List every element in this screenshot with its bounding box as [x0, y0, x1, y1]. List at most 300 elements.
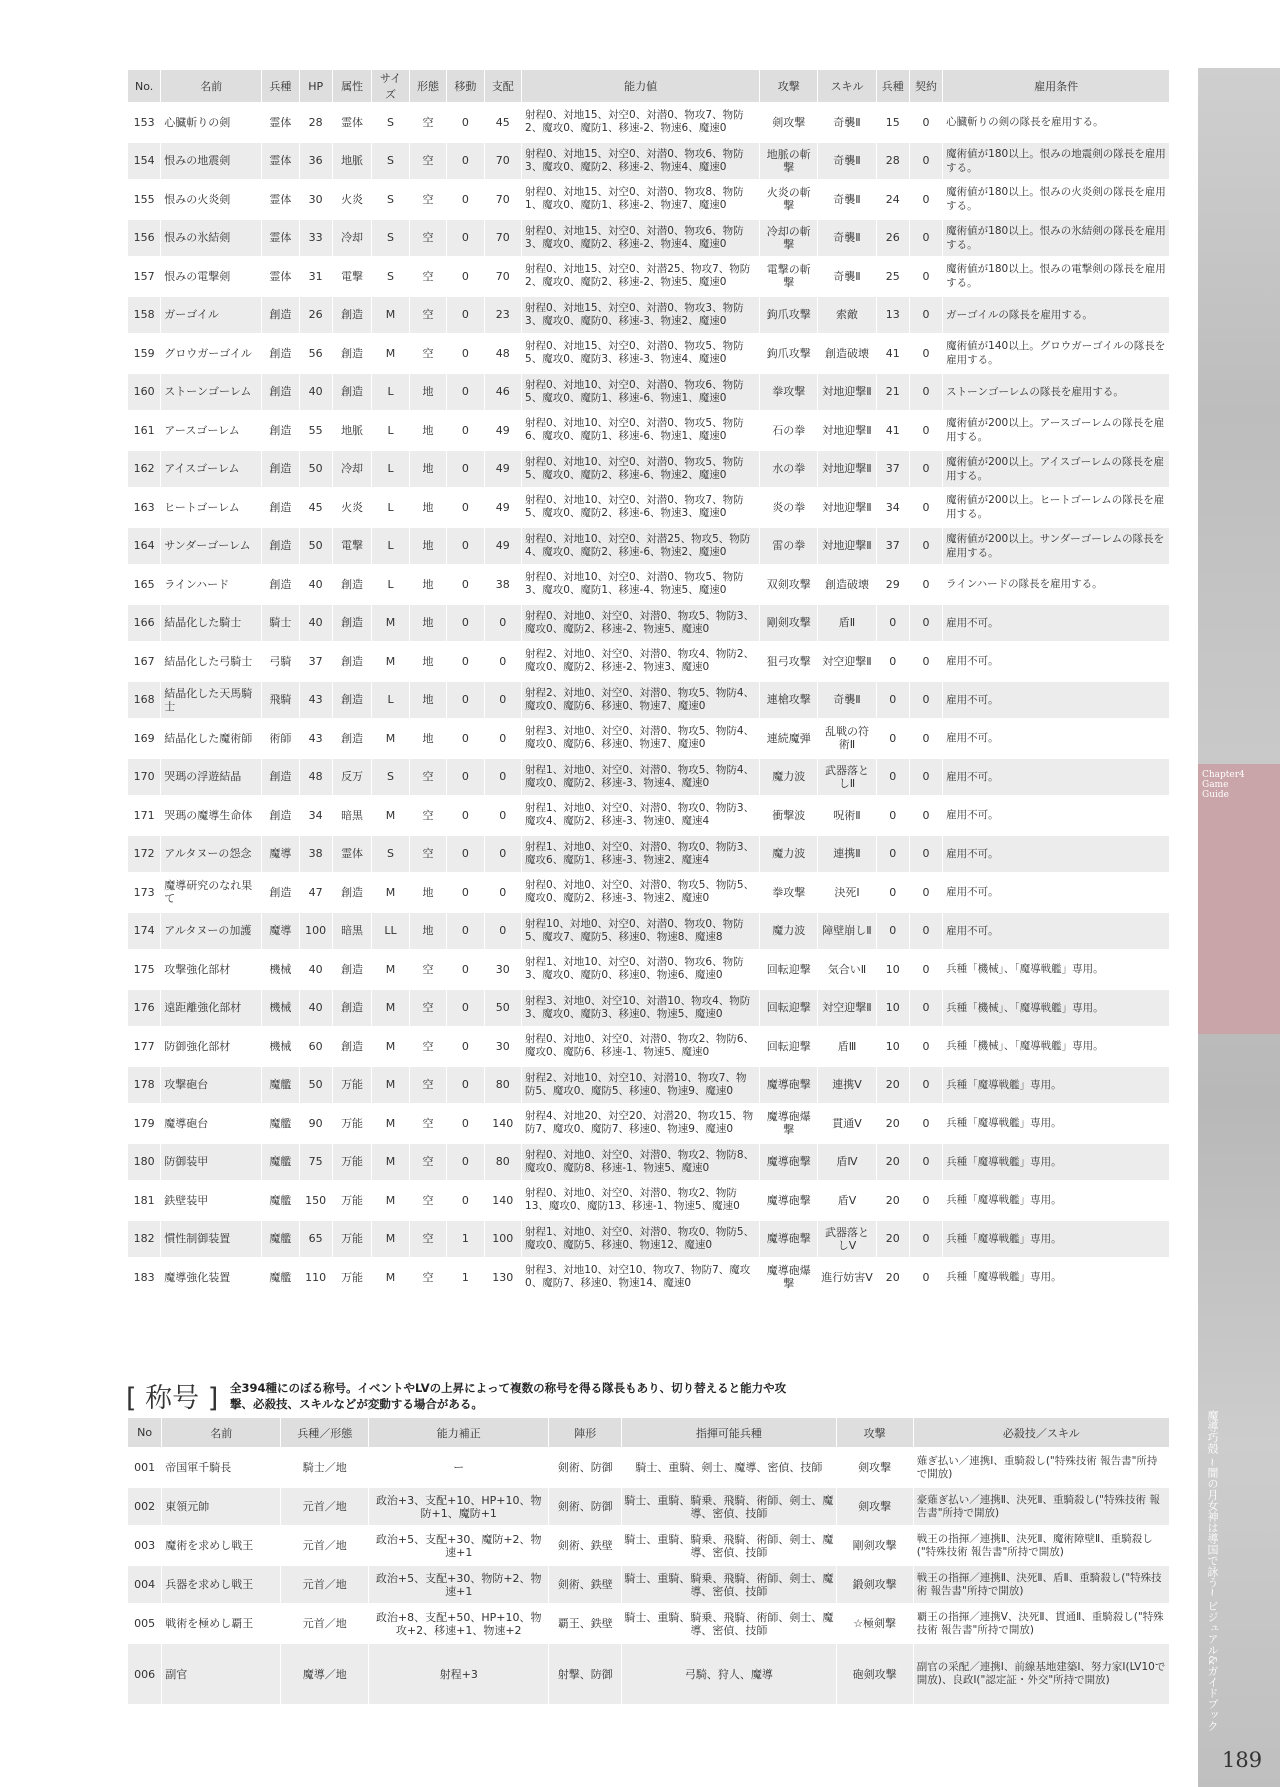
- cell-size: L: [371, 528, 408, 565]
- cell-hp: 45: [299, 489, 332, 526]
- table-row: [127, 489, 1169, 526]
- cell-attack: 鉤爪攻撃: [759, 335, 817, 372]
- table-row: [127, 1488, 1169, 1525]
- cell-contract: 0: [909, 1067, 942, 1104]
- cell-form: 空: [409, 1144, 446, 1181]
- cell-name: サンダーゴーレム: [160, 528, 261, 565]
- cell-attack: 魔導砲撃: [759, 1144, 817, 1181]
- cell-no: 161: [127, 412, 160, 449]
- cell-cond: 雇用不可。: [942, 836, 1169, 873]
- cell-troops: 37: [876, 528, 909, 565]
- cell-size: M: [371, 951, 408, 988]
- cell-size: M: [371, 643, 408, 680]
- cell-contract: 0: [909, 143, 942, 180]
- cell-form: 空: [409, 258, 446, 295]
- cell-contract: 0: [909, 1105, 942, 1142]
- cell-hp: 34: [299, 797, 332, 834]
- cell-contract: 0: [909, 566, 942, 603]
- cell-contract: 0: [909, 913, 942, 950]
- cell-name: 鉄壁装甲: [160, 1182, 261, 1219]
- cell-troops: 20: [876, 1067, 909, 1104]
- cell-attr: 万能: [332, 1182, 372, 1219]
- column-header: 能力補正: [368, 1418, 548, 1447]
- cell-form: 空: [409, 1105, 446, 1142]
- column-header: 雇用条件: [942, 70, 1169, 102]
- cell-move: 0: [446, 1182, 483, 1219]
- cell-rule: 0: [484, 913, 521, 950]
- cell-attack: 狙弓攻撃: [759, 643, 817, 680]
- cell-rule: 130: [484, 1259, 521, 1296]
- cell-size: M: [371, 1221, 408, 1258]
- cell-move: 0: [446, 412, 483, 449]
- cell-cond: 魔術値が200以上。アースゴーレムの隊長を雇用する。: [942, 412, 1169, 449]
- chapter-label: Chapter4 Game Guide: [1202, 770, 1245, 800]
- cell-size: M: [371, 1182, 408, 1219]
- cell-units: 騎士、重騎、騎乗、飛騎、術師、剣士、魔導、密偵、技師: [621, 1605, 835, 1642]
- column-header: 兵種／形態: [280, 1418, 368, 1447]
- cell-hp: 150: [299, 1182, 332, 1219]
- cell-size: L: [371, 682, 408, 719]
- cell-move: 0: [446, 990, 483, 1027]
- cell-attr: 霊体: [332, 836, 372, 873]
- cell-no: 176: [127, 990, 160, 1027]
- cell-no: 168: [127, 682, 160, 719]
- cell-bonus: 政治+5、支配+30、物防+2、物速+1: [368, 1566, 548, 1603]
- cell-no: 154: [127, 143, 160, 180]
- cell-cond: 雇用不可。: [942, 643, 1169, 680]
- cell-rule: 0: [484, 720, 521, 757]
- table-row: [127, 797, 1169, 834]
- cell-cond: 雇用不可。: [942, 682, 1169, 719]
- cell-stats: 射程0、対地10、対空0、対潜0、物攻5、物防5、魔攻0、魔防2、移速-6、物速2、魔速0: [521, 451, 759, 488]
- cell-type: 創造: [261, 374, 298, 411]
- cell-attack: ☆極剣撃: [836, 1605, 913, 1642]
- cell-hp: 55: [299, 412, 332, 449]
- cell-rule: 70: [484, 181, 521, 218]
- cell-size: M: [371, 1105, 408, 1142]
- cell-type: 創造: [261, 528, 298, 565]
- cell-move: 0: [446, 797, 483, 834]
- cell-attack: 炎の拳: [759, 489, 817, 526]
- cell-formation: 剣術、鉄壁: [548, 1527, 621, 1564]
- cell-type: 元首／地: [280, 1488, 368, 1525]
- table-row: [127, 682, 1169, 719]
- cell-move: 0: [446, 643, 483, 680]
- cell-contract: 0: [909, 1182, 942, 1219]
- cell-stats: 射程0、対地10、対空0、対潜25、物攻5、物防4、魔攻0、魔防2、移速-6、物速2、魔速0: [521, 528, 759, 565]
- cell-contract: 0: [909, 1221, 942, 1258]
- cell-contract: 0: [909, 374, 942, 411]
- cell-hp: 65: [299, 1221, 332, 1258]
- cell-size: M: [371, 990, 408, 1027]
- column-header: 名前: [160, 70, 261, 102]
- cell-type: 創造: [261, 489, 298, 526]
- cell-move: 1: [446, 1259, 483, 1296]
- cell-rule: 49: [484, 412, 521, 449]
- cell-attack: 雷の拳: [759, 528, 817, 565]
- cell-type: 創造: [261, 412, 298, 449]
- cell-size: S: [371, 220, 408, 257]
- cell-move: 0: [446, 874, 483, 911]
- cell-no: 004: [127, 1566, 161, 1603]
- cell-move: 1: [446, 1221, 483, 1258]
- cell-name: 恨みの地震剣: [160, 143, 261, 180]
- cell-form: 空: [409, 220, 446, 257]
- cell-type: 創造: [261, 566, 298, 603]
- cell-cond: 魔術値が180以上。恨みの電撃剣の隊長を雇用する。: [942, 258, 1169, 295]
- cell-attack: 魔導砲撃: [759, 1067, 817, 1104]
- cell-attr: 反万: [332, 759, 372, 796]
- cell-troops: 0: [876, 643, 909, 680]
- column-header: 兵種: [261, 70, 298, 102]
- cell-stats: 射程0、対地10、対空0、対潜0、物攻5、物防6、魔攻0、魔防1、移速-6、物速1、魔速0: [521, 412, 759, 449]
- cell-no: 164: [127, 528, 160, 565]
- cell-hp: 110: [299, 1259, 332, 1296]
- cell-name: ラインハード: [160, 566, 261, 603]
- cell-skill: 創造破壊: [817, 566, 875, 603]
- cell-hp: 48: [299, 759, 332, 796]
- cell-attr: 創造: [332, 1028, 372, 1065]
- cell-size: S: [371, 836, 408, 873]
- column-header: 指揮可能兵種: [621, 1418, 835, 1447]
- cell-type: 機械: [261, 951, 298, 988]
- cell-move: 0: [446, 951, 483, 988]
- cell-no: 182: [127, 1221, 160, 1258]
- cell-move: 0: [446, 1105, 483, 1142]
- cell-no: 166: [127, 605, 160, 642]
- cell-form: 空: [409, 1182, 446, 1219]
- cell-units: 弓騎、狩人、魔導: [621, 1644, 835, 1704]
- cell-type: 魔導: [261, 913, 298, 950]
- cell-rule: 70: [484, 258, 521, 295]
- cell-skill: 戦王の指揮／連携Ⅱ、決死Ⅱ、盾Ⅱ、重騎殺し("特殊技術 報告書"所持で開放): [913, 1566, 1169, 1603]
- column-header: 必殺技／スキル: [913, 1418, 1169, 1447]
- cell-contract: 0: [909, 605, 942, 642]
- cell-stats: 射程0、対地15、対空0、対潜25、物攻7、物防2、魔攻0、魔防2、移速-2、物速5、魔速0: [521, 258, 759, 295]
- cell-no: 183: [127, 1259, 160, 1296]
- cell-contract: 0: [909, 1144, 942, 1181]
- cell-attr: 創造: [332, 605, 372, 642]
- column-header: 契約: [909, 70, 942, 102]
- table-row: [127, 566, 1169, 603]
- cell-size: M: [371, 797, 408, 834]
- cell-attr: 地脈: [332, 412, 372, 449]
- cell-cond: 魔術値が180以上。恨みの火炎剣の隊長を雇用する。: [942, 181, 1169, 218]
- table-row: [127, 1182, 1169, 1219]
- cell-form: 地: [409, 374, 446, 411]
- column-header: 兵種: [876, 70, 909, 102]
- cell-stats: 射程0、対地15、対空0、対潜0、物攻5、物防5、魔攻0、魔防3、移速-3、物速4、魔速0: [521, 335, 759, 372]
- cell-move: 0: [446, 104, 483, 141]
- table-row: [127, 335, 1169, 372]
- chapter-tab: [1198, 764, 1280, 1034]
- cell-attack: 冷却の斬撃: [759, 220, 817, 257]
- cell-cond: 魔術値が180以上。恨みの氷結剣の隊長を雇用する。: [942, 220, 1169, 257]
- cell-type: 霊体: [261, 181, 298, 218]
- cell-units: 騎士、重騎、剣士、魔導、密偵、技師: [621, 1449, 835, 1486]
- cell-attack: 火炎の斬撃: [759, 181, 817, 218]
- cell-form: 空: [409, 1028, 446, 1065]
- cell-rule: 70: [484, 220, 521, 257]
- cell-skill: 豪薙ぎ払い／連携Ⅱ、決死Ⅱ、重騎殺し("特殊技術 報告書"所持で開放): [913, 1488, 1169, 1525]
- table-row: [127, 643, 1169, 680]
- cell-stats: 射程0、対地0、対空0、対潜0、物攻2、物防6、魔攻0、魔防6、移速-1、物速5、魔速0: [521, 1028, 759, 1065]
- cell-skill: 奇襲Ⅱ: [817, 220, 875, 257]
- table-row: [127, 220, 1169, 257]
- cell-name: 戦術を極めし覇王: [161, 1605, 280, 1642]
- cell-no: 158: [127, 297, 160, 334]
- cell-name: アルタヌーの加護: [160, 913, 261, 950]
- cell-type: 騎士: [261, 605, 298, 642]
- cell-type: 騎士／地: [280, 1449, 368, 1486]
- titles-section-heading: [126, 1376, 1170, 1416]
- cell-skill: 対空迎撃Ⅱ: [817, 643, 875, 680]
- cell-skill: 連携Ⅴ: [817, 1067, 875, 1104]
- cell-cond: 雇用不可。: [942, 874, 1169, 911]
- cell-cond: 雇用不可。: [942, 797, 1169, 834]
- cell-move: 0: [446, 374, 483, 411]
- cell-attr: 創造: [332, 566, 372, 603]
- cell-move: 0: [446, 143, 483, 180]
- cell-cond: ラインハードの隊長を雇用する。: [942, 566, 1169, 603]
- cell-no: 177: [127, 1028, 160, 1065]
- cell-troops: 0: [876, 836, 909, 873]
- cell-attack: 剣攻撃: [836, 1488, 913, 1525]
- cell-troops: 0: [876, 682, 909, 719]
- cell-no: 169: [127, 720, 160, 757]
- cell-hp: 31: [299, 258, 332, 295]
- cell-type: 創造: [261, 451, 298, 488]
- cell-hp: 30: [299, 181, 332, 218]
- table-row: [127, 1566, 1169, 1603]
- cell-form: 空: [409, 1067, 446, 1104]
- table-row: [127, 720, 1169, 757]
- cell-attr: 地脈: [332, 143, 372, 180]
- table-row: [127, 1067, 1169, 1104]
- cell-contract: 0: [909, 643, 942, 680]
- cell-hp: 47: [299, 874, 332, 911]
- cell-name: アルタヌーの怨念: [160, 836, 261, 873]
- cell-size: S: [371, 143, 408, 180]
- cell-type: 創造: [261, 297, 298, 334]
- cell-skill: 奇襲Ⅱ: [817, 258, 875, 295]
- cell-skill: 障壁崩しⅡ: [817, 913, 875, 950]
- cell-contract: 0: [909, 220, 942, 257]
- cell-cond: ガーゴイルの隊長を雇用する。: [942, 297, 1169, 334]
- column-header: HP: [299, 70, 332, 102]
- cell-contract: 0: [909, 258, 942, 295]
- cell-no: 172: [127, 836, 160, 873]
- column-header: 形態: [409, 70, 446, 102]
- cell-contract: 0: [909, 104, 942, 141]
- cell-skill: 対地迎撃Ⅱ: [817, 528, 875, 565]
- cell-form: 地: [409, 874, 446, 911]
- table-row: [127, 605, 1169, 642]
- cell-bonus: 政治+3、支配+10、HP+10、物防+1、魔防+1: [368, 1488, 548, 1525]
- book-title-vertical: 魔導巧殻 ~闇の月女神は導国で詠う~ ビジュアル&ガイドブック: [1206, 1410, 1219, 1732]
- cell-hp: 43: [299, 682, 332, 719]
- cell-skill: 武器落としⅤ: [817, 1221, 875, 1258]
- cell-type: 魔艦: [261, 1144, 298, 1181]
- cell-attack: 魔導砲撃: [759, 1182, 817, 1219]
- cell-troops: 15: [876, 104, 909, 141]
- cell-form: 空: [409, 1221, 446, 1258]
- cell-attr: 万能: [332, 1105, 372, 1142]
- cell-move: 0: [446, 566, 483, 603]
- cell-form: 空: [409, 104, 446, 141]
- cell-troops: 0: [876, 720, 909, 757]
- cell-move: 0: [446, 335, 483, 372]
- cell-name: 帝国軍千騎長: [161, 1449, 280, 1486]
- cell-stats: 射程0、対地10、対空0、対潜0、物攻6、物防5、魔攻0、魔防1、移速-6、物速1、魔速0: [521, 374, 759, 411]
- cell-size: LL: [371, 913, 408, 950]
- cell-rule: 48: [484, 335, 521, 372]
- cell-hp: 38: [299, 836, 332, 873]
- table-row: [127, 104, 1169, 141]
- cell-move: 0: [446, 1067, 483, 1104]
- cell-attr: 創造: [332, 874, 372, 911]
- cell-attack: 剛剣攻撃: [759, 605, 817, 642]
- cell-contract: 0: [909, 297, 942, 334]
- cell-attack: 拳攻撃: [759, 874, 817, 911]
- cell-hp: 26: [299, 297, 332, 334]
- column-header: 移動: [446, 70, 483, 102]
- cell-cond: 兵種「機械」、「魔導戦艦」専用。: [942, 1028, 1169, 1065]
- cell-size: S: [371, 759, 408, 796]
- cell-attack: 衝撃波: [759, 797, 817, 834]
- cell-attack: 電撃の斬撃: [759, 258, 817, 295]
- section-description: 全394種にのぼる称号。イベントやLVの上昇によって複数の称号を得る隊長もあり、切り替えると能力や攻撃、必殺技、スキルなどが変動する場合がある。: [230, 1381, 787, 1411]
- cell-troops: 20: [876, 1182, 909, 1219]
- cell-attack: 拳攻撃: [759, 374, 817, 411]
- cell-form: 空: [409, 836, 446, 873]
- cell-hp: 40: [299, 566, 332, 603]
- cell-attack: 連槍攻撃: [759, 682, 817, 719]
- cell-name: ストーンゴーレム: [160, 374, 261, 411]
- cell-form: 地: [409, 412, 446, 449]
- titles-header-row: [127, 1418, 1169, 1447]
- cell-cond: 魔術値が200以上。アイスゴーレムの隊長を雇用する。: [942, 451, 1169, 488]
- cell-hp: 40: [299, 951, 332, 988]
- cell-stats: 射程4、対地20、対空20、対潜20、物攻15、物防7、魔攻0、魔防7、移速0、物速9、魔速0: [521, 1105, 759, 1142]
- cell-type: 飛騎: [261, 682, 298, 719]
- cell-cond: 兵種「魔導戦艦」専用。: [942, 1144, 1169, 1181]
- cell-hp: 50: [299, 528, 332, 565]
- cell-attr: 電撃: [332, 258, 372, 295]
- cell-formation: 剣術、防御: [548, 1488, 621, 1525]
- cell-cond: 兵種「魔導戦艦」専用。: [942, 1182, 1169, 1219]
- table-row: [127, 1259, 1169, 1296]
- table-row: [127, 1449, 1169, 1486]
- cell-cond: 雇用不可。: [942, 759, 1169, 796]
- cell-skill: 覇王の指揮／連携Ⅴ、決死Ⅱ、貫通Ⅱ、重騎殺し("特殊技術 報告書"所持で開放): [913, 1605, 1169, 1642]
- cell-attr: 霊体: [332, 104, 372, 141]
- cell-attack: 魔導砲爆撃: [759, 1259, 817, 1296]
- table-row: [127, 1644, 1169, 1704]
- cell-hp: 60: [299, 1028, 332, 1065]
- cell-form: 空: [409, 297, 446, 334]
- cell-name: 結晶化した魔術師: [160, 720, 261, 757]
- cell-skill: 創造破壊: [817, 335, 875, 372]
- cell-size: M: [371, 1067, 408, 1104]
- cell-attr: 創造: [332, 335, 372, 372]
- cell-attack: 魔導砲撃: [759, 1221, 817, 1258]
- cell-form: 空: [409, 990, 446, 1027]
- cell-type: 魔艦: [261, 1067, 298, 1104]
- cell-stats: 射程2、対地0、対空0、対潜0、物攻5、物防4、魔攻0、魔防6、移速0、物速7、魔速0: [521, 682, 759, 719]
- cell-stats: 射程2、対地10、対空10、対潜10、物攻7、物防5、魔攻0、魔防5、移速0、物速9、魔速0: [521, 1067, 759, 1104]
- table-row: [127, 951, 1169, 988]
- cell-rule: 23: [484, 297, 521, 334]
- table-row: [127, 1527, 1169, 1564]
- cell-cond: ストーンゴーレムの隊長を雇用する。: [942, 374, 1169, 411]
- cell-no: 173: [127, 874, 160, 911]
- cell-cond: 兵種「魔導戦艦」専用。: [942, 1105, 1169, 1142]
- cell-move: 0: [446, 682, 483, 719]
- cell-skill: 対地迎撃Ⅱ: [817, 412, 875, 449]
- cell-move: 0: [446, 720, 483, 757]
- cell-attr: 暗黒: [332, 797, 372, 834]
- cell-size: S: [371, 181, 408, 218]
- cell-size: M: [371, 335, 408, 372]
- cell-size: L: [371, 374, 408, 411]
- cell-skill: 奇襲Ⅱ: [817, 104, 875, 141]
- cell-name: 慣性制御装置: [160, 1221, 261, 1258]
- cell-bonus: 射程+3: [368, 1644, 548, 1704]
- cell-stats: 射程3、対地0、対空10、対潜10、物攻4、物防3、魔攻0、魔防3、移速0、物速5、魔速0: [521, 990, 759, 1027]
- cell-stats: 射程3、対地10、対空10、物攻7、物防7、魔攻0、魔防7、移速0、物速14、魔速0: [521, 1259, 759, 1296]
- cell-name: 遠距離強化部材: [160, 990, 261, 1027]
- cell-stats: 射程1、対地10、対空0、対潜0、物攻6、物防3、魔攻0、魔防0、移速0、物速6、魔速0: [521, 951, 759, 988]
- cell-hp: 100: [299, 913, 332, 950]
- cell-contract: 0: [909, 181, 942, 218]
- cell-contract: 0: [909, 682, 942, 719]
- cell-skill: 盾Ⅲ: [817, 1028, 875, 1065]
- cell-attack: 石の拳: [759, 412, 817, 449]
- cell-no: 175: [127, 951, 160, 988]
- cell-skill: 乱戦の符術Ⅱ: [817, 720, 875, 757]
- cell-name: 哭瑪の浮遊結晶: [160, 759, 261, 796]
- cell-hp: 40: [299, 990, 332, 1027]
- cell-name: ガーゴイル: [160, 297, 261, 334]
- table-row: [127, 1105, 1169, 1142]
- cell-rule: 0: [484, 836, 521, 873]
- cell-type: 魔艦: [261, 1221, 298, 1258]
- cell-form: 地: [409, 528, 446, 565]
- cell-size: L: [371, 451, 408, 488]
- cell-attr: 万能: [332, 1144, 372, 1181]
- cell-name: アイスゴーレム: [160, 451, 261, 488]
- cell-attr: 冷却: [332, 451, 372, 488]
- cell-name: 防御装甲: [160, 1144, 261, 1181]
- cell-type: 魔導／地: [280, 1644, 368, 1704]
- cell-attack: 鍛剣攻撃: [836, 1566, 913, 1603]
- cell-form: 空: [409, 951, 446, 988]
- cell-attack: 剛剣攻撃: [836, 1527, 913, 1564]
- cell-name: 副官: [161, 1644, 280, 1704]
- cell-form: 地: [409, 566, 446, 603]
- cell-skill: 薙ぎ払い／連携Ⅰ、重騎殺し("特殊技術 報告書"所持で開放): [913, 1449, 1169, 1486]
- cell-form: 地: [409, 451, 446, 488]
- cell-stats: 射程3、対地0、対空0、対潜0、物攻5、物防4、魔攻0、魔防6、移速0、物速7、魔速0: [521, 720, 759, 757]
- cell-troops: 0: [876, 605, 909, 642]
- cell-hp: 43: [299, 720, 332, 757]
- cell-rule: 0: [484, 682, 521, 719]
- cell-cond: 雇用不可。: [942, 605, 1169, 642]
- cell-cond: 魔術値が200以上。ヒートゴーレムの隊長を雇用する。: [942, 489, 1169, 526]
- cell-contract: 0: [909, 759, 942, 796]
- cell-rule: 140: [484, 1105, 521, 1142]
